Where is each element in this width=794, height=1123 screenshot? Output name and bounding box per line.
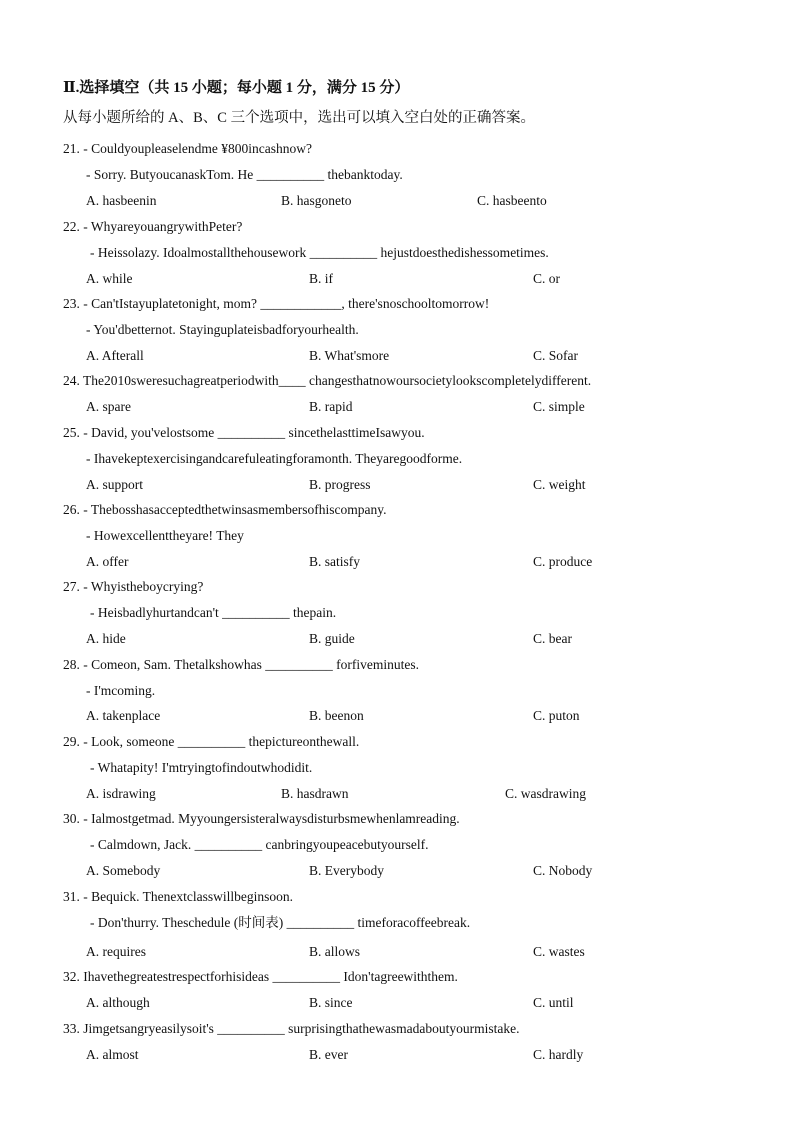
- answer-option-b: B. beenon: [309, 708, 364, 723]
- question-dialogue-line: - I'mcoming.: [86, 683, 156, 698]
- question-stem: 33. Jimgetsangryeasilysoit's __________ surprisingthathewasmadaboutyourmistake.: [63, 1021, 520, 1036]
- answer-option-b: B. What'smore: [309, 348, 390, 363]
- answer-option-b: B. ever: [309, 1047, 348, 1062]
- answer-option-b: B. since: [309, 995, 353, 1010]
- section-heading: Ⅱ.选择填空（共 15 小题；每小题 1 分，满分 15 分）: [63, 80, 410, 96]
- answer-option-b: B. if: [309, 271, 334, 286]
- question-stem: 28. - Comeon, Sam. Thetalkshowhas __________ forfiveminutes.: [63, 657, 419, 672]
- answer-option-a: A. hide: [86, 631, 126, 646]
- question-stem: 29. - Look, someone __________ thepictureonthewall.: [63, 734, 360, 749]
- question-dialogue-line: - Heissolazy. Idoalmostallthehousework __________ hejustdoesthedishessometimes.: [90, 245, 549, 260]
- question-stem: 21. - Couldyoupleaselendme ¥800incashnow?: [63, 141, 312, 156]
- answer-option-c: C. puton: [533, 708, 580, 723]
- answer-option-c: C. hardly: [533, 1047, 584, 1062]
- answer-option-a: A. Afterall: [86, 348, 144, 363]
- question-dialogue-line: - You'dbetternot. Stayinguplateisbadforyourhealth.: [86, 322, 359, 337]
- question-stem: 27. - Whyistheboycrying?: [63, 579, 204, 594]
- question-dialogue-line: - Whatapity! I'mtryingtofindoutwhodidit.: [90, 760, 313, 775]
- answer-option-a: A. hasbeenin: [86, 193, 157, 208]
- answer-option-a: A. support: [86, 477, 143, 492]
- question-dialogue-line: - Sorry. ButyoucanaskTom. He __________ thebanktoday.: [86, 167, 403, 182]
- answer-option-c: C. bear: [533, 631, 572, 646]
- section-instruction: 从每小题所给的 A、B、C 三个选项中，选出可以填入空白处的正确答案。: [63, 110, 536, 126]
- question-stem: 31. - Bequick. Thenextclasswillbeginsoon.: [63, 889, 293, 904]
- answer-option-b: B. hasgoneto: [281, 193, 352, 208]
- answer-option-c: C. Sofar: [533, 348, 578, 363]
- answer-option-c: C. hasbeento: [477, 193, 547, 208]
- question-stem: 26. - Thebosshasacceptedthetwinsasmembersofhiscompany.: [63, 502, 387, 517]
- question-dialogue-line: - Ihavekeptexercisingandcarefuleatingforamonth. Theyaregoodforme.: [86, 451, 463, 466]
- question-dialogue-line: - Calmdown, Jack. __________ canbringyoupeacebutyourself.: [90, 837, 429, 852]
- answer-option-c: C. weight: [533, 477, 586, 492]
- answer-option-c: C. produce: [533, 554, 593, 569]
- question-stem: 30. - Ialmostgetmad. Myyoungersisteralwaysdisturbsmewhenlamreading.: [63, 811, 460, 826]
- answer-option-c: C. simple: [533, 399, 585, 414]
- answer-option-c: C. until: [533, 995, 574, 1010]
- answer-option-a: A. Somebody: [86, 863, 161, 878]
- answer-option-a: A. almost: [86, 1047, 139, 1062]
- question-stem: 23. - Can'tIstayuplatetonight, mom? ____________, there'snoschooltomorrow!: [63, 296, 490, 311]
- answer-option-c: C. wastes: [533, 944, 585, 959]
- question-stem: 25. - David, you'velostsome __________ sincethelasttimeIsawyou.: [63, 425, 425, 440]
- question-stem: 32. Ihavethegreatestrespectforhisideas __________ Idon'tagreewiththem.: [63, 969, 458, 984]
- answer-option-a: A. spare: [86, 399, 131, 414]
- answer-option-b: B. satisfy: [309, 554, 361, 569]
- question-dialogue-line: - Don'thurry. Theschedule (时间表) __________ timeforacoffeebreak.: [90, 915, 471, 930]
- question-stem: 24. The2010sweresuchagreatperiodwith____ changesthatnowoursocietylookscompletelydifferent.: [63, 373, 592, 388]
- answer-option-b: B. hasdrawn: [281, 786, 349, 801]
- answer-option-a: A. offer: [86, 554, 129, 569]
- answer-option-c: C. wasdrawing: [505, 786, 586, 801]
- question-dialogue-line: - Howexcellenttheyare! They: [86, 528, 244, 543]
- answer-option-c: C. Nobody: [533, 863, 593, 878]
- answer-option-a: A. while: [86, 271, 133, 286]
- answer-option-b: B. progress: [309, 477, 371, 492]
- answer-option-b: B. guide: [309, 631, 355, 646]
- answer-option-b: B. Everybody: [309, 863, 384, 878]
- answer-option-a: A. although: [86, 995, 150, 1010]
- answer-option-b: B. allows: [309, 944, 361, 959]
- answer-option-c: C. or: [533, 271, 560, 286]
- question-stem: 22. - WhyareyouangrywithPeter?: [63, 219, 243, 234]
- answer-option-a: A. isdrawing: [86, 786, 156, 801]
- answer-option-a: A. requires: [86, 944, 146, 959]
- answer-option-b: B. rapid: [309, 399, 353, 414]
- answer-option-a: A. takenplace: [86, 708, 161, 723]
- question-dialogue-line: - Heisbadlyhurtandcan't __________ thepain.: [90, 605, 337, 620]
